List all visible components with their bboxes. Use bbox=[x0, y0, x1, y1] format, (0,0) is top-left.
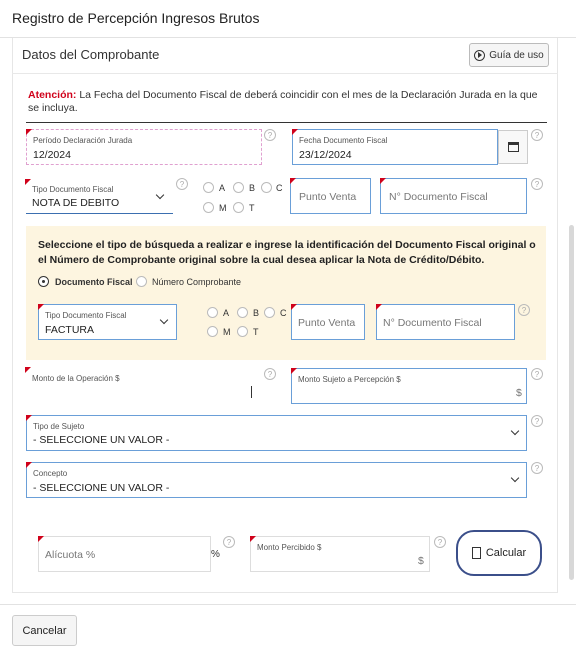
radio-search-m[interactable] bbox=[207, 326, 218, 337]
letra-label: A bbox=[223, 308, 230, 318]
nro-doc-input[interactable] bbox=[380, 178, 527, 214]
footer-divider bbox=[0, 604, 576, 605]
help-icon[interactable]: ? bbox=[176, 178, 188, 190]
calendar-icon bbox=[508, 142, 519, 152]
help-icon[interactable]: ? bbox=[531, 462, 543, 474]
periodo-field[interactable] bbox=[26, 129, 262, 165]
tipo-doc-select[interactable] bbox=[26, 180, 173, 214]
alert-text: La Fecha del Documento Fiscal de deberá coincidir con el mes de la Declaración Jurada en la que se incluya. bbox=[28, 89, 538, 114]
calculator-icon bbox=[472, 547, 481, 559]
alicuota-suffix: % bbox=[211, 549, 220, 560]
monto-sujeto-input[interactable] bbox=[291, 368, 527, 404]
radio-letra-m[interactable] bbox=[203, 202, 214, 213]
calcular-label: Calcular bbox=[485, 547, 527, 559]
radio-search-t[interactable] bbox=[237, 326, 248, 337]
help-icon[interactable]: ? bbox=[531, 178, 543, 190]
alicuota-placeholder: Alícuota % bbox=[45, 549, 96, 561]
monto-percibido-suffix: $ bbox=[418, 555, 424, 567]
help-icon[interactable]: ? bbox=[434, 536, 446, 548]
help-icon[interactable]: ? bbox=[223, 536, 235, 548]
search-punto-venta-input[interactable] bbox=[291, 304, 365, 340]
radio-documento-fiscal[interactable] bbox=[38, 276, 49, 287]
calendar-button[interactable] bbox=[498, 130, 528, 164]
opt-numero-comprobante: Número Comprobante bbox=[152, 277, 242, 287]
chevron-down-icon bbox=[160, 316, 168, 324]
monto-sujeto-suffix: $ bbox=[516, 387, 522, 399]
letra-label: C bbox=[280, 308, 287, 318]
monto-percibido-input[interactable] bbox=[250, 536, 430, 572]
concepto-value: - SELECCIONE UN VALOR - bbox=[33, 482, 170, 494]
radio-numero-comprobante[interactable] bbox=[136, 276, 147, 287]
chevron-down-icon bbox=[511, 474, 519, 482]
periodo-value: 12/2024 bbox=[33, 149, 71, 161]
punto-venta-placeholder: Punto Venta bbox=[299, 191, 357, 203]
search-nro-doc-input[interactable] bbox=[376, 304, 515, 340]
alert bbox=[26, 87, 547, 123]
chevron-down-icon bbox=[511, 427, 519, 435]
help-icon[interactable]: ? bbox=[531, 415, 543, 427]
monto-operacion-label: Monto de la Operación $ bbox=[32, 374, 120, 383]
tipo-sujeto-select[interactable] bbox=[26, 415, 527, 451]
fecha-doc-label: Fecha Documento Fiscal bbox=[299, 136, 388, 145]
search-tipo-value: FACTURA bbox=[45, 324, 95, 336]
monto-percibido-label: Monto Percibido $ bbox=[257, 543, 322, 552]
help-icon[interactable]: ? bbox=[531, 129, 543, 141]
tipo-sujeto-value: - SELECCIONE UN VALOR - bbox=[33, 434, 170, 446]
modal-title: Registro de Percepción Ingresos Brutos bbox=[12, 10, 260, 26]
letra-label: M bbox=[219, 203, 227, 213]
radio-letra-a[interactable] bbox=[203, 182, 214, 193]
scrollbar[interactable] bbox=[569, 225, 574, 580]
nro-doc-placeholder: N° Documento Fiscal bbox=[389, 191, 488, 203]
radio-search-a[interactable] bbox=[207, 307, 218, 318]
letra-label: B bbox=[249, 183, 256, 193]
help-icon[interactable]: ? bbox=[518, 304, 530, 316]
fecha-doc-value: 23/12/2024 bbox=[299, 149, 352, 161]
concepto-select[interactable] bbox=[26, 462, 527, 498]
tipo-sujeto-label: Tipo de Sujeto bbox=[33, 422, 85, 431]
alert-strong: Atención: bbox=[28, 89, 77, 101]
alicuota-input[interactable] bbox=[38, 536, 211, 572]
search-nro-doc-placeholder: N° Documento Fiscal bbox=[383, 317, 482, 329]
radio-letra-c[interactable] bbox=[261, 182, 272, 193]
radio-search-b[interactable] bbox=[237, 307, 248, 318]
search-tipo-label: Tipo Documento Fiscal bbox=[45, 311, 127, 320]
search-tipo-select[interactable] bbox=[38, 304, 177, 340]
letra-label: B bbox=[253, 308, 260, 318]
radio-search-c[interactable] bbox=[264, 307, 275, 318]
search-punto-venta-placeholder: Punto Venta bbox=[298, 317, 356, 329]
monto-operacion-input[interactable] bbox=[26, 368, 258, 404]
letra-label: T bbox=[253, 327, 259, 337]
help-icon[interactable]: ? bbox=[264, 129, 276, 141]
fecha-doc-field[interactable] bbox=[292, 129, 498, 165]
help-icon[interactable]: ? bbox=[531, 368, 543, 380]
letra-label: T bbox=[249, 203, 255, 213]
punto-venta-input[interactable] bbox=[290, 178, 371, 214]
play-icon bbox=[474, 50, 485, 61]
concepto-label: Concepto bbox=[33, 469, 68, 478]
periodo-label: Período Declaración Jurada bbox=[33, 136, 133, 145]
radio-letra-t[interactable] bbox=[233, 202, 244, 213]
help-icon[interactable]: ? bbox=[264, 368, 276, 380]
card-title: Datos del Comprobante bbox=[22, 47, 160, 62]
guide-label: Guía de uso bbox=[489, 49, 544, 61]
chevron-down-icon bbox=[156, 191, 164, 199]
tipo-doc-value: NOTA DE DEBITO bbox=[32, 197, 120, 209]
letra-label: C bbox=[276, 183, 283, 193]
letra-label: M bbox=[223, 327, 231, 337]
letra-label: A bbox=[219, 183, 226, 193]
monto-sujeto-label: Monto Sujeto a Percepción $ bbox=[298, 375, 401, 384]
guide-button[interactable] bbox=[469, 43, 549, 67]
opt-documento-fiscal: Documento Fiscal bbox=[55, 277, 133, 287]
text-cursor bbox=[251, 386, 252, 398]
calcular-button[interactable] bbox=[456, 530, 542, 576]
radio-letra-b[interactable] bbox=[233, 182, 244, 193]
cancel-button[interactable]: Cancelar bbox=[12, 615, 77, 646]
tipo-doc-label: Tipo Documento Fiscal bbox=[32, 185, 114, 194]
search-instructions: Seleccione el tipo de búsqueda a realizar e ingrese la identificación del Documento Fiscal original o el Número de Comprobante original sobre la cual desea aplicar la Nota de Crédito/Débito. bbox=[38, 239, 536, 266]
